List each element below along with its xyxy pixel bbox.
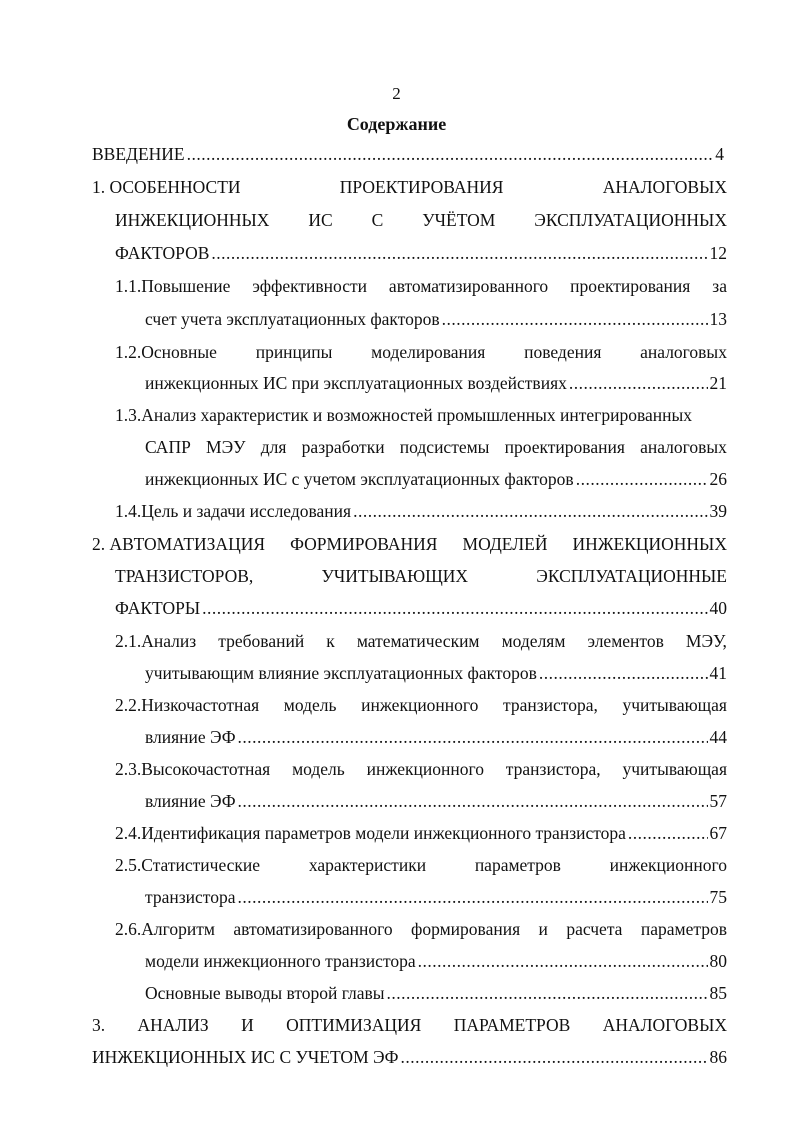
toc-entry-2-1-line1[interactable] [115, 630, 727, 652]
toc-page-number: 26 [709, 469, 727, 489]
toc-entry-ch3-line1[interactable] [92, 1014, 727, 1036]
toc-page-number: 13 [709, 309, 727, 329]
toc-page-number: 67 [709, 823, 727, 843]
word: модель [292, 759, 345, 779]
toc-entry-ch2-line2[interactable] [115, 565, 727, 587]
word: проектирования [570, 276, 691, 296]
toc-entry-1-2-line2[interactable] [145, 372, 727, 394]
toc-page-number: 40 [709, 598, 727, 618]
word: математическим [356, 631, 480, 651]
toc-entry-text: 1.4.Цель и задачи исследования [115, 501, 352, 521]
word: ИНЖЕКЦИОННЫХ [572, 534, 727, 554]
word: модель [283, 695, 337, 715]
word: к [326, 631, 335, 651]
toc-entry-text: ВВЕДЕНИЕ [92, 144, 185, 164]
toc-entry-text: Основные выводы второй главы [145, 983, 385, 1003]
toc-entry-intro[interactable] [92, 143, 724, 165]
toc-entry-2-2-line2[interactable] [145, 726, 727, 748]
toc-page-number: 4 [715, 144, 724, 164]
leader-dots [628, 822, 708, 844]
word: 2.2.Низкочастотная [115, 695, 260, 715]
toc-page-number: 44 [709, 727, 727, 747]
word: ЭКСПЛУАТАЦИОННЫЕ [536, 566, 727, 586]
word: 2.3.Высокочастотная [115, 759, 271, 779]
word: моделирования [371, 342, 486, 362]
word: 1.1.Повышение [115, 276, 231, 296]
word: и [538, 919, 548, 939]
leader-dots [211, 242, 707, 264]
leader-dots [576, 468, 708, 490]
leader-dots [353, 500, 707, 522]
word: С [371, 210, 384, 230]
word: ПРОЕКТИРОВАНИЯ [339, 177, 504, 197]
word: учитывающая [622, 695, 727, 715]
word: аналоговых [640, 342, 727, 362]
toc-page-number: 75 [709, 887, 727, 907]
word: ФОРМИРОВАНИЯ [290, 534, 438, 554]
word: проектирования [504, 437, 625, 457]
word: для [260, 437, 287, 457]
leader-dots [237, 886, 707, 908]
word: АНАЛОГОВЫХ [602, 1015, 727, 1035]
word: аналоговых [640, 437, 727, 457]
word: МЭУ, [685, 631, 727, 651]
toc-entry-ch3-line2[interactable] [92, 1046, 727, 1068]
toc-entry-ch2-line3[interactable] [115, 597, 727, 619]
toc-entry-ch1-line3[interactable] [115, 242, 727, 264]
word: моделям [501, 631, 566, 651]
toc-page-number: 39 [709, 501, 727, 521]
toc-page-number: 85 [709, 983, 727, 1003]
word: 2.1.Анализ [115, 631, 197, 651]
word: УЧИТЫВАЮЩИХ [321, 566, 469, 586]
toc-entry-text: учитывающим влияние эксплуатационных факторов [145, 663, 537, 683]
word: 2. АВТОМАТИЗАЦИЯ [92, 534, 266, 554]
toc-entry-2-4[interactable] [115, 822, 727, 844]
word: поведения [524, 342, 602, 362]
toc-entry-2-6-line1[interactable] [115, 918, 727, 940]
toc-page-number: 21 [709, 373, 727, 393]
word: САПР [145, 437, 191, 457]
leader-dots [442, 308, 708, 330]
toc-page-number: 12 [709, 243, 727, 263]
word: И [241, 1015, 254, 1035]
toc-entry-text: ФАКТОРЫ [115, 598, 201, 618]
toc-entry-text: влияние ЭФ [145, 791, 236, 811]
leader-dots [569, 372, 708, 394]
word: инжекционного [366, 759, 484, 779]
word: параметров [474, 855, 561, 875]
toc-entry-text: инжекционных ИС с учетом эксплуатационных факторов [145, 469, 574, 489]
page-number: 2 [392, 84, 401, 103]
word: автоматизированного [388, 276, 549, 296]
toc-entry-1-1-line2[interactable] [145, 308, 727, 330]
toc-entry-2-5-line1[interactable] [115, 854, 727, 876]
word: 2.5.Статистические [115, 855, 261, 875]
word: МОДЕЛЕЙ [462, 534, 548, 554]
toc-entry-1-3-line2[interactable] [145, 436, 727, 458]
toc-entry-2-2-line1[interactable] [115, 694, 727, 716]
toc-title: Содержание [346, 114, 447, 134]
word: требований [218, 631, 305, 651]
toc-entry-2-5-line2[interactable] [145, 886, 727, 908]
toc-entry-text: 1.3.Анализ характеристик и возможностей промышленных интегрированных [115, 405, 693, 425]
leader-dots [238, 726, 708, 748]
toc-entry-1-1-line1[interactable] [115, 275, 727, 297]
word: 3. [92, 1015, 106, 1035]
word: АНАЛОГОВЫХ [602, 177, 727, 197]
toc-entry-ch1-line2[interactable] [115, 209, 727, 231]
leader-dots [238, 790, 708, 812]
word: 1. ОСОБЕННОСТИ [92, 177, 241, 197]
toc-entry-1-3-line3[interactable] [145, 468, 727, 490]
toc-page-number: 86 [709, 1047, 727, 1067]
word: формирования [411, 919, 521, 939]
word: ИС [308, 210, 333, 230]
word: УЧЁТОМ [422, 210, 496, 230]
word: инжекционного [609, 855, 727, 875]
word: эффективности [252, 276, 367, 296]
toc-entry-ch1-line1[interactable] [92, 176, 727, 198]
leader-dots [418, 950, 708, 972]
word: параметров [640, 919, 727, 939]
word: за [712, 276, 727, 296]
word: ИНЖЕКЦИОННЫХ [115, 210, 270, 230]
word: подсистемы [399, 437, 490, 457]
toc-entry-1-3-line1[interactable] [115, 404, 727, 426]
word: ОПТИМИЗАЦИЯ [286, 1015, 422, 1035]
toc-entry-text: инжекционных ИС при эксплуатационных воздействиях [145, 373, 567, 393]
toc-page-number: 57 [709, 791, 727, 811]
toc-entry-text: модели инжекционного транзистора [145, 951, 416, 971]
word: ЭКСПЛУАТАЦИОННЫХ [534, 210, 727, 230]
word: АНАЛИЗ [137, 1015, 209, 1035]
word: учитывающая [622, 759, 727, 779]
word: ПАРАМЕТРОВ [453, 1015, 571, 1035]
toc-entry-text: 2.4.Идентификация параметров модели инжекционного транзистора [115, 823, 626, 843]
leader-dots [387, 982, 708, 1004]
word: характеристики [308, 855, 427, 875]
toc-entry-1-4[interactable] [115, 500, 727, 522]
toc-entry-2-1-line2[interactable] [145, 662, 727, 684]
toc-entry-text: ФАКТОРОВ [115, 243, 210, 263]
word: инжекционного [361, 695, 479, 715]
word: элементов [587, 631, 664, 651]
leader-dots [202, 597, 707, 619]
leader-dots [187, 143, 714, 165]
toc-entry-text: ИНЖЕКЦИОННЫХ ИС С УЧЕТОМ ЭФ [92, 1047, 399, 1067]
toc-entry-ch2-line1[interactable] [92, 533, 727, 555]
toc-entry-text: транзистора [145, 887, 236, 907]
leader-dots [539, 662, 708, 684]
word: МЭУ [206, 437, 246, 457]
toc-entry-text: счет учета эксплуатационных факторов [145, 309, 440, 329]
toc-page-number: 80 [709, 951, 727, 971]
word: 2.6.Алгоритм [115, 919, 215, 939]
word: принципы [255, 342, 333, 362]
toc-entry-text: влияние ЭФ [145, 727, 236, 747]
toc-entry-ch2-conclusions[interactable] [145, 982, 727, 1004]
toc-entry-2-6-line2[interactable] [145, 950, 727, 972]
word: ТРАНЗИСТОРОВ, [115, 566, 254, 586]
word: транзистора, [505, 759, 601, 779]
word: автоматизированного [233, 919, 393, 939]
toc-page-number: 41 [709, 663, 727, 683]
word: транзистора, [503, 695, 598, 715]
word: расчета [566, 919, 623, 939]
toc-entry-2-3-line2[interactable] [145, 790, 727, 812]
leader-dots [400, 1046, 707, 1068]
word: 1.2.Основные [115, 342, 217, 362]
toc-entry-2-3-line1[interactable] [115, 758, 727, 780]
word: разработки [301, 437, 385, 457]
toc-entry-1-2-line1[interactable] [115, 341, 727, 363]
